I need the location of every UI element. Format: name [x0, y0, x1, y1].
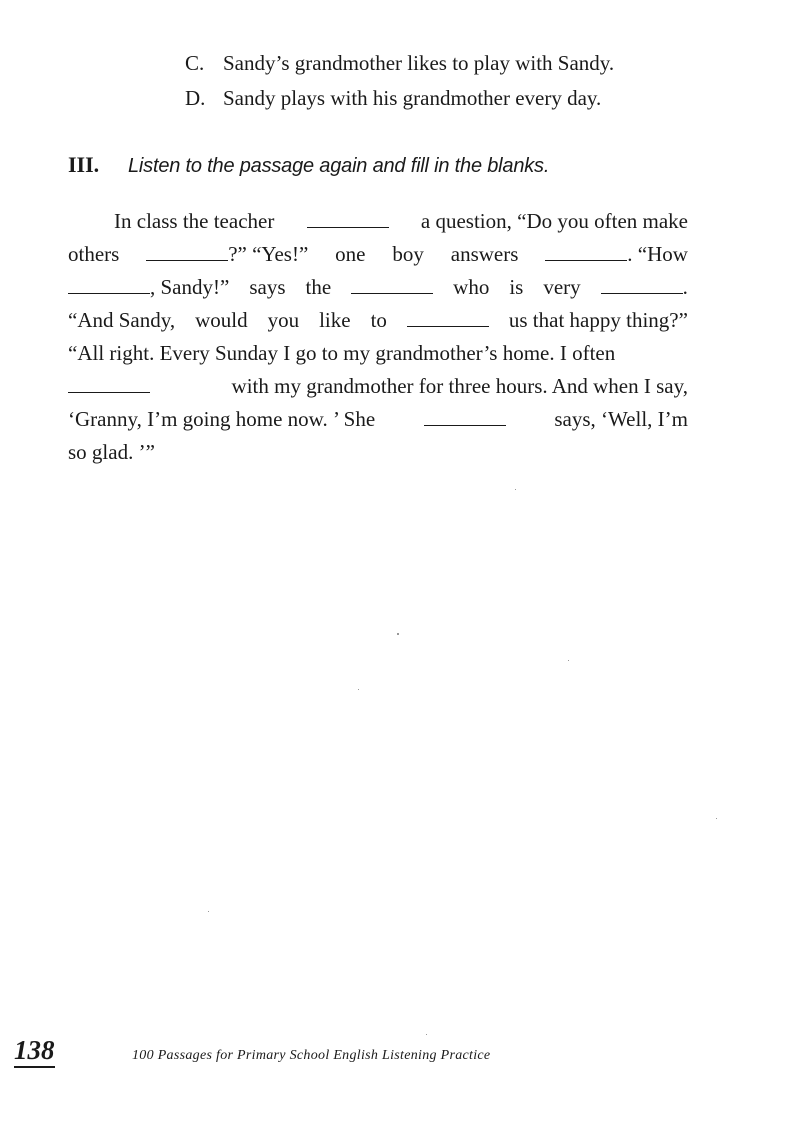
blank-line[interactable]: [601, 292, 683, 294]
scan-speck: [426, 1034, 427, 1035]
passage-line: [68, 271, 688, 304]
text-span: In class the teacher: [114, 209, 275, 233]
text-span: says, ‘Well, I’m: [554, 407, 688, 431]
passage-line: [68, 370, 688, 403]
passage-line: [68, 403, 688, 436]
blank-line[interactable]: [146, 259, 228, 261]
page-number: 138: [14, 1035, 55, 1068]
passage-line: [68, 436, 688, 469]
text-span: us that happy thing?”: [508, 308, 688, 332]
scan-speck: [568, 660, 569, 661]
option-text: Sandy plays with his grandmother every day.: [223, 86, 602, 110]
text-span: , Sandy!”: [150, 275, 230, 299]
blank-line[interactable]: [68, 391, 150, 393]
passage-line: [68, 205, 688, 238]
passage-line: [68, 304, 688, 337]
blank-line[interactable]: [307, 226, 389, 228]
option-text: Sandy’s grandmother likes to play with Sandy.: [223, 51, 615, 75]
option-d: [185, 85, 601, 111]
text-span: who: [453, 275, 490, 299]
text-span: answers: [450, 242, 519, 266]
option-letter: C.: [185, 51, 205, 75]
text-span: “All right. Every Sunday I go to my grandmother’s home. I often: [68, 341, 616, 365]
passage-line: [68, 238, 688, 271]
book-title: 100 Passages for Primary School English Listening Practice: [132, 1048, 491, 1063]
text-span: boy: [392, 242, 424, 266]
blank-line[interactable]: [545, 259, 627, 261]
scan-speck: [716, 818, 717, 819]
blank-line[interactable]: [424, 424, 506, 426]
section-number: III.: [68, 152, 100, 177]
blank-line[interactable]: [407, 325, 489, 327]
passage: [68, 205, 688, 469]
text-span: says: [249, 275, 286, 299]
blank-line[interactable]: [351, 292, 433, 294]
scan-speck: [397, 633, 399, 635]
text-span: like: [319, 308, 351, 332]
text-span: would: [195, 308, 248, 332]
blank-line[interactable]: [68, 292, 150, 294]
option-c: [185, 50, 614, 76]
scan-speck: [358, 689, 359, 690]
scan-speck: [208, 911, 209, 912]
text-span: to: [370, 308, 387, 332]
text-span: you: [267, 308, 300, 332]
scan-speck: [515, 489, 516, 490]
text-span: very: [543, 275, 581, 299]
text-span: one: [335, 242, 366, 266]
text-span: the: [305, 275, 332, 299]
option-letter: D.: [185, 86, 206, 110]
text-span: ‘Granny, I’m going home now. ’ She: [68, 407, 376, 431]
text-span: “And Sandy,: [68, 308, 176, 332]
text-span: with my grandmother for three hours. And when I say,: [231, 374, 688, 398]
text-span: others: [68, 242, 120, 266]
text-span: ?” “Yes!”: [228, 242, 309, 266]
text-span: so glad. ’”: [68, 440, 155, 464]
passage-line: [68, 337, 688, 370]
section-title: Listen to the passage again and fill in the blanks.: [128, 155, 550, 177]
text-span: is: [509, 275, 524, 299]
text-span: .: [682, 275, 688, 299]
text-span: . “How: [627, 242, 688, 266]
section-heading: [68, 152, 549, 178]
text-span: a question, “Do you often make: [420, 209, 688, 233]
